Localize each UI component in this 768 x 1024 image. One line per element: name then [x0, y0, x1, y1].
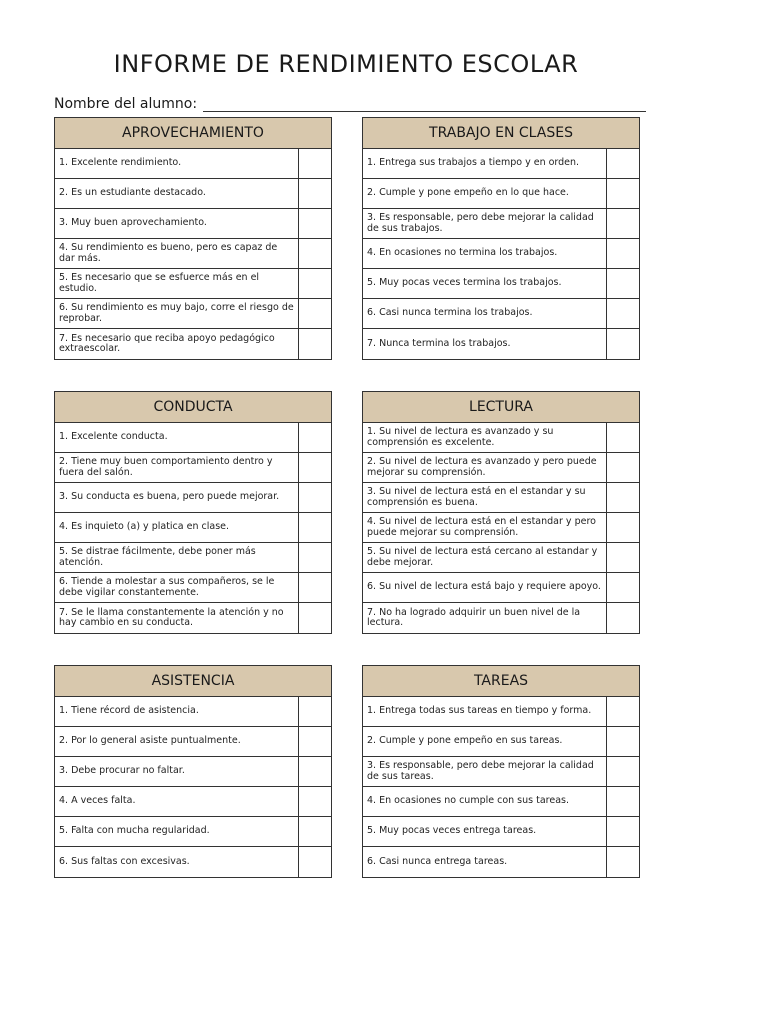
check-box[interactable] [299, 757, 331, 786]
list-item [363, 573, 639, 603]
item-text: 5. Su nivel de lectura está cercano al estandar y debe mejorar. [363, 543, 607, 572]
section-lectura [362, 391, 640, 634]
section-aprovechamiento [54, 117, 332, 360]
list-item [55, 209, 331, 239]
item-text: 7. Es necesario que reciba apoyo pedagógico extraescolar. [55, 329, 299, 359]
student-name-label: Nombre del alumno: [54, 96, 198, 112]
section-trabajo-en-clases [362, 117, 640, 360]
item-text: 3. Muy buen aprovechamiento. [55, 209, 299, 238]
check-box[interactable] [299, 269, 331, 298]
list-item [55, 727, 331, 757]
section-conducta [54, 391, 332, 634]
list-item [363, 423, 639, 453]
check-box[interactable] [607, 209, 639, 238]
list-item [363, 543, 639, 573]
list-item [363, 817, 639, 847]
item-text: 1. Entrega sus trabajos a tiempo y en orden. [363, 149, 607, 178]
list-item [55, 697, 331, 727]
check-box[interactable] [607, 603, 639, 633]
check-box[interactable] [299, 483, 331, 512]
item-text: 3. Su conducta es buena, pero puede mejorar. [55, 483, 299, 512]
check-box[interactable] [299, 209, 331, 238]
check-box[interactable] [299, 423, 331, 452]
list-item [55, 299, 331, 329]
list-item [55, 453, 331, 483]
list-item [363, 179, 639, 209]
section-header: ASISTENCIA [55, 666, 331, 697]
student-name-field[interactable] [203, 97, 646, 112]
list-item [55, 269, 331, 299]
list-item [363, 453, 639, 483]
list-item [363, 513, 639, 543]
item-text: 6. Tiende a molestar a sus compañeros, se le debe vigilar constantemente. [55, 573, 299, 602]
item-text: 6. Su rendimiento es muy bajo, corre el riesgo de reprobar. [55, 299, 299, 328]
check-box[interactable] [299, 239, 331, 268]
check-box[interactable] [607, 423, 639, 452]
list-item [363, 149, 639, 179]
item-text: 3. Es responsable, pero debe mejorar la calidad de sus trabajos. [363, 209, 607, 238]
item-text: 1. Entrega todas sus tareas en tiempo y forma. [363, 697, 607, 726]
check-box[interactable] [299, 603, 331, 633]
check-box[interactable] [299, 299, 331, 328]
list-item [363, 603, 639, 633]
section-header: TRABAJO EN CLASES [363, 118, 639, 149]
check-box[interactable] [299, 543, 331, 572]
item-text: 4. A veces falta. [55, 787, 299, 816]
item-text: 4. Su rendimiento es bueno, pero es capaz de dar más. [55, 239, 299, 268]
item-text: 4. Es inquieto (a) y platica en clase. [55, 513, 299, 542]
list-item [55, 423, 331, 453]
item-text: 4. En ocasiones no cumple con sus tareas. [363, 787, 607, 816]
item-text: 2. Cumple y pone empeño en sus tareas. [363, 727, 607, 756]
section-asistencia [54, 665, 332, 878]
list-item [363, 209, 639, 239]
check-box[interactable] [299, 329, 331, 359]
list-item [363, 697, 639, 727]
check-box[interactable] [299, 847, 331, 877]
student-name-row [54, 92, 646, 112]
list-item [363, 299, 639, 329]
check-box[interactable] [607, 239, 639, 268]
item-text: 2. Por lo general asiste puntualmente. [55, 727, 299, 756]
list-item [55, 239, 331, 269]
list-item [363, 757, 639, 787]
list-item [55, 149, 331, 179]
check-box[interactable] [607, 727, 639, 756]
check-box[interactable] [607, 513, 639, 542]
item-text: 1. Excelente conducta. [55, 423, 299, 452]
list-item [55, 543, 331, 573]
page-title: INFORME DE RENDIMIENTO ESCOLAR [113, 50, 579, 78]
list-item [55, 787, 331, 817]
item-text: 1. Su nivel de lectura es avanzado y su comprensión es excelente. [363, 423, 607, 452]
section-header: TAREAS [363, 666, 639, 697]
check-box[interactable] [607, 269, 639, 298]
check-box[interactable] [299, 149, 331, 178]
list-item [363, 483, 639, 513]
section-header: LECTURA [363, 392, 639, 423]
item-text: 6. Sus faltas con excesivas. [55, 847, 299, 877]
check-box[interactable] [299, 787, 331, 816]
list-item [55, 573, 331, 603]
list-item [363, 787, 639, 817]
item-text: 3. Su nivel de lectura está en el estandar y su comprensión es buena. [363, 483, 607, 512]
list-item [55, 817, 331, 847]
check-box[interactable] [299, 513, 331, 542]
list-item [363, 727, 639, 757]
item-text: 5. Es necesario que se esfuerce más en el estudio. [55, 269, 299, 298]
item-text: 2. Tiene muy buen comportamiento dentro y fuera del salón. [55, 453, 299, 482]
item-text: 4. En ocasiones no termina los trabajos. [363, 239, 607, 268]
check-box[interactable] [607, 817, 639, 846]
item-text: 5. Se distrae fácilmente, debe poner más atención. [55, 543, 299, 572]
check-box[interactable] [607, 453, 639, 482]
check-box[interactable] [607, 757, 639, 786]
check-box[interactable] [607, 149, 639, 178]
list-item [55, 513, 331, 543]
item-text: 6. Casi nunca termina los trabajos. [363, 299, 607, 328]
item-text: 5. Falta con mucha regularidad. [55, 817, 299, 846]
section-tareas [362, 665, 640, 878]
item-text: 2. Su nivel de lectura es avanzado y pero puede mejorar su comprensión. [363, 453, 607, 482]
item-text: 3. Es responsable, pero debe mejorar la calidad de sus tareas. [363, 757, 607, 786]
check-box[interactable] [299, 727, 331, 756]
item-text: 6. Su nivel de lectura está bajo y requiere apoyo. [363, 573, 607, 602]
item-text: 6. Casi nunca entrega tareas. [363, 847, 607, 877]
check-box[interactable] [607, 787, 639, 816]
list-item [55, 847, 331, 877]
section-header: APROVECHAMIENTO [55, 118, 331, 149]
item-text: 5. Muy pocas veces termina los trabajos. [363, 269, 607, 298]
list-item [55, 483, 331, 513]
check-box[interactable] [299, 697, 331, 726]
check-box[interactable] [299, 453, 331, 482]
item-text: 1. Excelente rendimiento. [55, 149, 299, 178]
check-box[interactable] [607, 329, 639, 359]
item-text: 2. Es un estudiante destacado. [55, 179, 299, 208]
item-text: 2. Cumple y pone empeño en lo que hace. [363, 179, 607, 208]
list-item [363, 239, 639, 269]
list-item [55, 603, 331, 633]
item-text: 1. Tiene récord de asistencia. [55, 697, 299, 726]
item-text: 5. Muy pocas veces entrega tareas. [363, 817, 607, 846]
list-item [55, 329, 331, 359]
item-text: 3. Debe procurar no faltar. [55, 757, 299, 786]
check-box[interactable] [607, 299, 639, 328]
check-box[interactable] [299, 573, 331, 602]
list-item [55, 179, 331, 209]
check-box[interactable] [607, 847, 639, 877]
check-box[interactable] [607, 697, 639, 726]
list-item [363, 269, 639, 299]
check-box[interactable] [607, 483, 639, 512]
section-header: CONDUCTA [55, 392, 331, 423]
item-text: 7. Nunca termina los trabajos. [363, 329, 607, 359]
check-box[interactable] [607, 179, 639, 208]
list-item [363, 847, 639, 877]
list-item [363, 329, 639, 359]
check-box[interactable] [607, 573, 639, 602]
list-item [55, 757, 331, 787]
check-box[interactable] [299, 179, 331, 208]
item-text: 7. No ha logrado adquirir un buen nivel de la lectura. [363, 603, 607, 633]
item-text: 7. Se le llama constantemente la atención y no hay cambio en su conducta. [55, 603, 299, 633]
check-box[interactable] [299, 817, 331, 846]
item-text: 4. Su nivel de lectura está en el estandar y pero puede mejorar su comprensión. [363, 513, 607, 542]
check-box[interactable] [607, 543, 639, 572]
